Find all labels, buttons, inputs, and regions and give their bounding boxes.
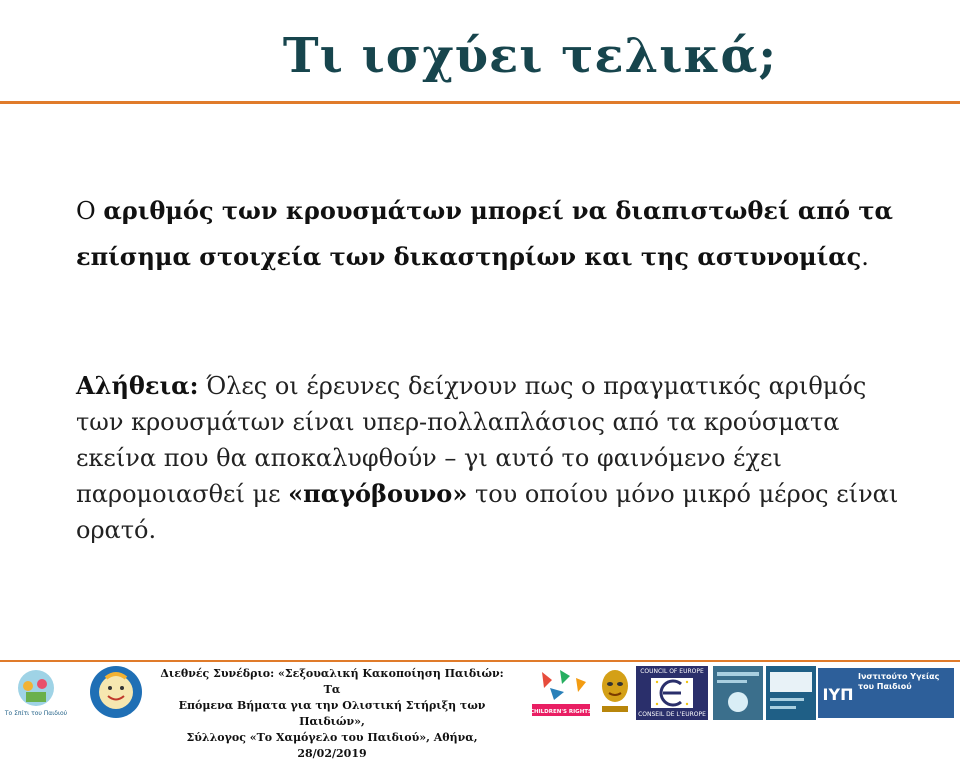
paragraph-1	[76, 188, 906, 280]
childrens-rights-label: CHILDREN'S RIGHTS	[529, 709, 593, 715]
home-logo-label: Το Σπίτι του Παιδιού	[4, 710, 68, 717]
mask-logo-icon	[598, 666, 632, 718]
paragraph-2-text-a: Όλες οι έρευνες δείχνουν πως ο πραγματικός αριθμός των κρουσμάτων είναι υπερ-πολλαπλάσιος από τα κρούσματα εκείνα που θα αποκαλυφθούν – γι αυτό το φαινόμενο έχει παρομοιασθεί με	[76, 372, 867, 508]
conference-line-1: Διεθνές Συνέδριο: «Σεξουαλική Κακοποίηση Παιδιών: Τα	[160, 667, 504, 696]
slide-title: Τι ισχύει τελικά;	[282, 28, 778, 84]
council-of-europe-logo-icon	[636, 666, 708, 720]
smile-logo-icon	[80, 664, 152, 720]
coe-label-bottom: CONSEIL DE L'EUROPE	[638, 711, 706, 718]
conference-line-2: Επόμενα Βήματα για την Ολιστική Στήριξη των Παιδιών»,	[178, 699, 486, 728]
paragraph-2-emphasis: «παγόβουνο»	[288, 479, 468, 508]
publication-cover-1-icon	[713, 666, 763, 720]
coe-label-top: COUNCIL OF EUROPE	[640, 668, 704, 675]
home-logo-icon	[4, 668, 68, 718]
paragraph-1-part-0: Ο	[76, 197, 104, 225]
paragraph-1-part-1: αριθμός των κρουσμάτων μπορεί να διαπιστωθεί από τα επίσημα στοιχεία των δικαστηρίων και της αστυνομίας	[76, 196, 893, 271]
paragraph-2-text-b: του οποίου μόνο μικρό μέρος είναι ορατό.	[76, 480, 899, 544]
conference-line-3: Σύλλογος «Το Χαμόγελο του Παιδιού», Αθήνα, 28/02/2019	[186, 731, 478, 760]
iyp-label: Ινστιτούτο Υγείας του Παιδιού	[858, 672, 940, 691]
publication-cover-2-icon	[766, 666, 816, 720]
title-divider	[0, 101, 960, 104]
paragraph-2-lead: Αλήθεια:	[76, 371, 199, 400]
paragraph-1-part-2: .	[861, 243, 869, 271]
footer	[0, 662, 960, 760]
paragraph-2	[76, 368, 906, 548]
conference-caption	[152, 666, 512, 762]
childrens-rights-logo-icon	[530, 666, 592, 718]
child-health-institute-logo-icon	[818, 668, 954, 718]
iyp-abbreviation: ΙΥΠ	[822, 685, 854, 704]
